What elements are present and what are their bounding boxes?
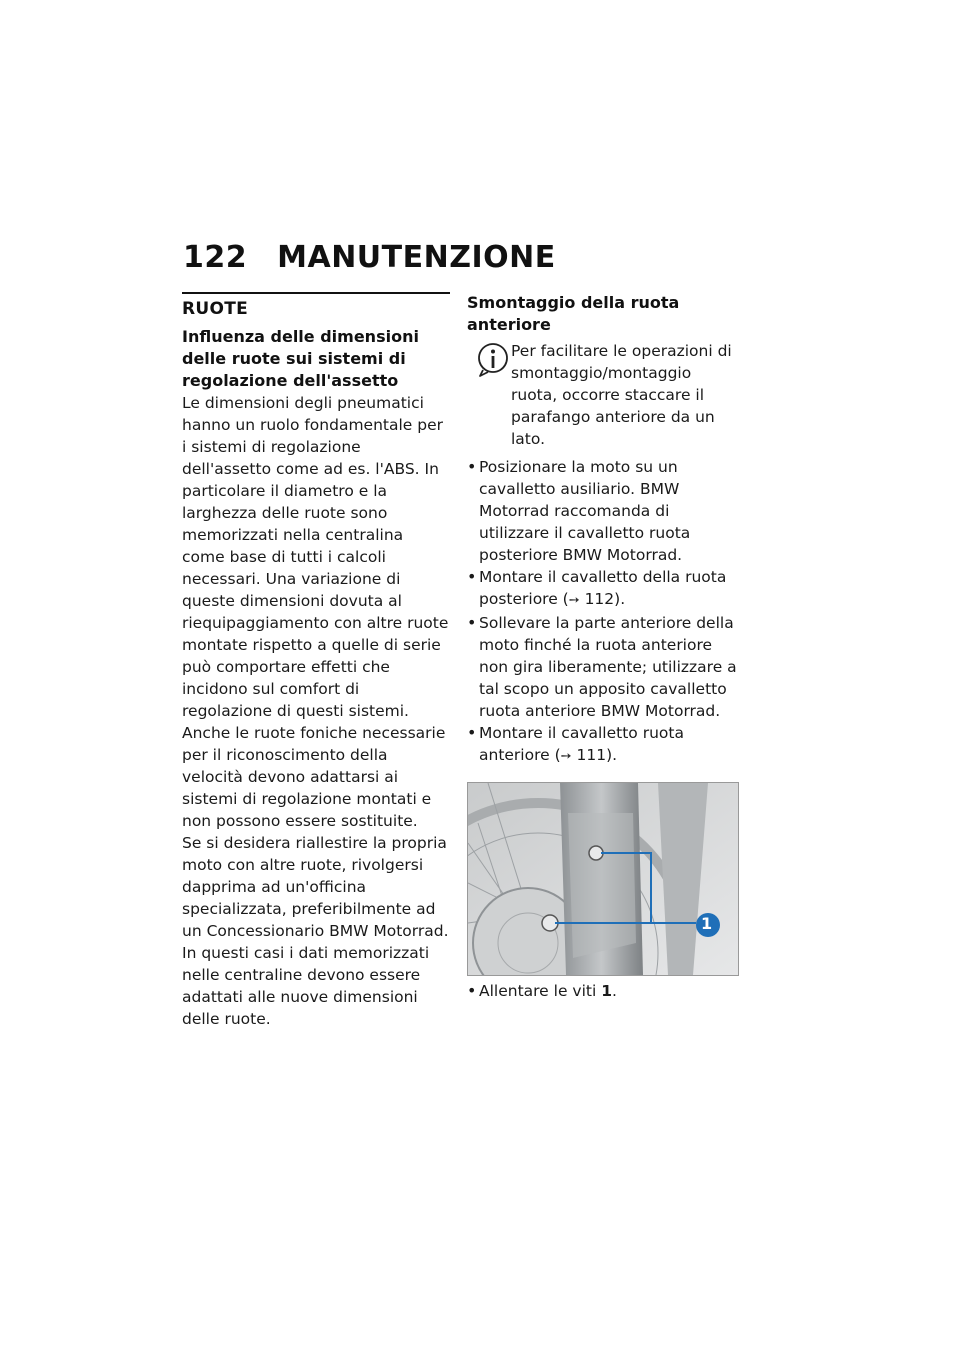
chapter-title: MANUTENZIONE bbox=[277, 240, 556, 275]
page-reference-arrow-icon: ➙ bbox=[568, 593, 580, 608]
left-column bbox=[182, 292, 450, 1030]
subsection-title: Influenza delle dimensioni delle ruote sui sistemi di regolazione dell'assetto bbox=[182, 327, 419, 390]
page-reference[interactable]: 111 bbox=[576, 746, 607, 764]
screw-reference: 1 bbox=[601, 982, 613, 1000]
list-item: • Allentare le viti 1. bbox=[467, 980, 739, 1002]
callout-number: 1 bbox=[701, 914, 713, 933]
body-paragraph: Le dimensioni degli pneumatici hanno un ruolo fondamentale per i sistemi di regolazione dell'assetto come ad es. l'ABS. In particolare il diametro e la larghezza delle ruote sono memorizzati nella centralina come base di tutti i calcoli necessari. Una variazione di queste dimensioni dovuta al riequipaggiamento con altre ruote montate rispetto a quelle di serie può comportare effetti che incidono sul comfort di regolazione di questi sistemi. bbox=[182, 394, 449, 720]
page-reference[interactable]: 112 bbox=[584, 590, 615, 608]
page-number: 122 bbox=[183, 240, 248, 275]
step-list bbox=[467, 456, 739, 768]
fork-screws-illustration bbox=[467, 782, 739, 976]
subsection-title: Smontaggio della ruota anteriore bbox=[467, 293, 680, 334]
list-item: • Posizionare la moto su un cavalletto ausiliario. BMW Motorrad raccomanda di utilizzare il cavalletto ruota posteriore BMW Motorrad. bbox=[467, 456, 739, 566]
body-paragraph: Anche le ruote foniche necessarie per il riconoscimento della velocità devono adattarsi ai sistemi di regolazione montati e non possono essere sostituite. bbox=[182, 724, 446, 830]
list-item: • Sollevare la parte anteriore della moto finché la ruota anteriore non gira liberamente; utilizzare a tal scopo un apposito cavalletto ruota anteriore BMW Motorrad. bbox=[467, 612, 739, 722]
note-text: Per facilitare le operazioni di smontaggio/montaggio ruota, occorre staccare il parafango anteriore da un lato. bbox=[511, 342, 732, 448]
right-column bbox=[467, 292, 739, 1002]
section-title: RUOTE bbox=[182, 299, 249, 319]
section-rule bbox=[182, 292, 450, 294]
list-item: • Montare il cavalletto della ruota posteriore (➙ 112). bbox=[467, 566, 739, 612]
body-paragraph: Se si desidera riallestire la propria moto con altre ruote, rivolgersi dapprima ad un'officina specializzata, preferibilmente ad un Concessionario BMW Motorrad. In questi casi i dati memorizzati nelle centraline devono essere adattati alle nuove dimensioni delle ruote. bbox=[182, 834, 449, 1028]
list-item: • Montare il cavalletto ruota anteriore (➙ 111). bbox=[467, 722, 739, 768]
info-note bbox=[467, 340, 739, 450]
page-header bbox=[183, 240, 556, 275]
page-reference-arrow-icon: ➙ bbox=[560, 749, 572, 764]
info-icon bbox=[477, 342, 509, 378]
step-list bbox=[467, 980, 739, 1002]
fork-photo bbox=[468, 783, 738, 975]
